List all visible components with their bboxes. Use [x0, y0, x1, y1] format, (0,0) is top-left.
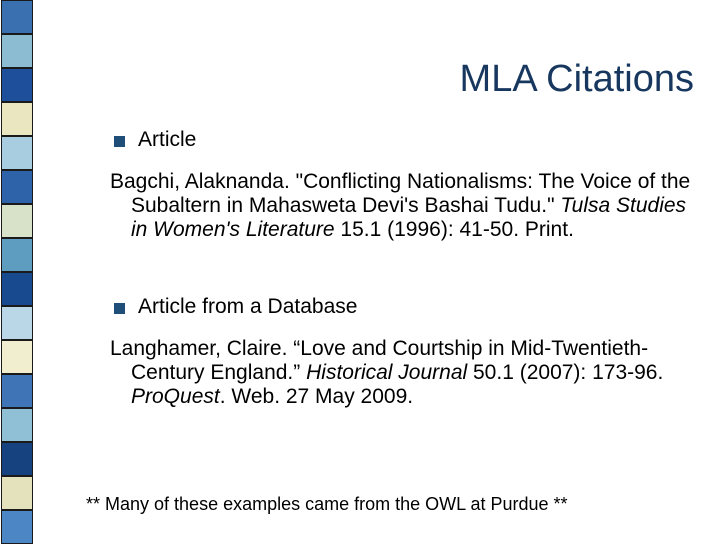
- bullet-label: Article: [138, 128, 197, 151]
- square-bullet-icon: [114, 303, 125, 314]
- citation-text: 15.1 (1996): 41-50. Print.: [334, 218, 574, 241]
- stripe-tile: [1, 476, 33, 510]
- stripe-tile: [1, 0, 33, 34]
- stripe-tile: [1, 204, 33, 238]
- citation-text: Bagchi, Alaknanda. "Conflicting Nationalisms: The Voice of the Subaltern in Mahasweta Devi's Bashai Tudu.": [110, 170, 691, 217]
- stripe-tile: [1, 136, 33, 170]
- bullet-label: Article from a Database: [138, 295, 358, 318]
- citation-text: . Web. 27 May 2009.: [219, 385, 414, 408]
- square-bullet-icon: [114, 136, 125, 147]
- decorative-tile-stripe: [0, 0, 34, 540]
- stripe-tile: [1, 272, 33, 306]
- citation-text: 50.1 (2007): 173-96.: [467, 361, 664, 384]
- citation-journal-title: Historical Journal: [306, 361, 468, 384]
- footer-note: ** Many of these examples came from the OWL at Purdue **: [86, 494, 568, 514]
- citation-database-name: ProQuest: [131, 385, 220, 408]
- stripe-tile: [1, 374, 33, 408]
- stripe-tile: [1, 408, 33, 442]
- citation-journal-title: Tulsa Studies in Women's Literature: [131, 194, 687, 241]
- stripe-tile: [1, 238, 33, 272]
- citation-article: [110, 170, 691, 242]
- citation-text: Langhamer, Claire. “Love and Courtship in Mid-Twentieth-Century England.”: [110, 337, 649, 384]
- stripe-tile: [1, 68, 33, 102]
- slide-title: MLA Citations: [459, 58, 694, 100]
- stripe-tile: [1, 510, 33, 544]
- citation-database: [110, 337, 691, 409]
- stripe-tile: [1, 340, 33, 374]
- stripe-tile: [1, 102, 33, 136]
- stripe-tile: [1, 442, 33, 476]
- stripe-tile: [1, 170, 33, 204]
- stripe-tile: [1, 306, 33, 340]
- stripe-tile: [1, 34, 33, 68]
